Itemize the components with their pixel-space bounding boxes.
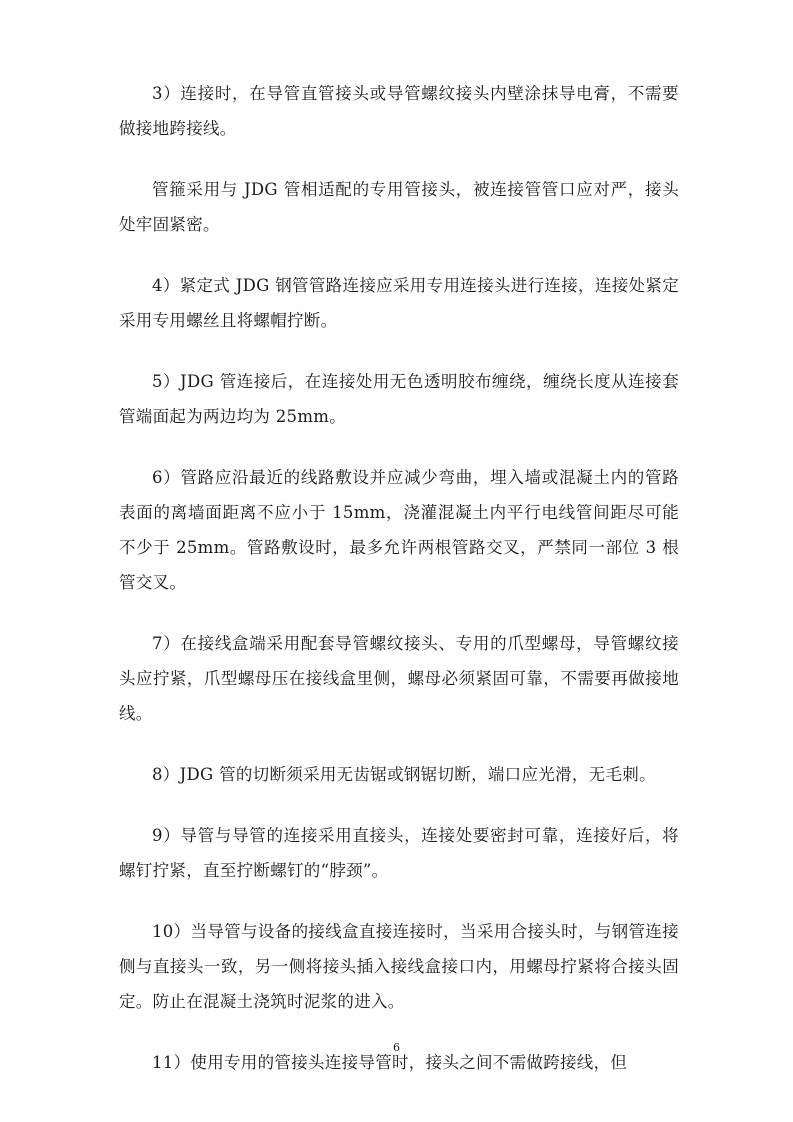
paragraph-item-6: 6）管路应沿最近的线路敷设并应减少弯曲，埋入墙或混凝土内的管路表面的离墙面距离不应小于 15mm，浇灌混凝土内平行电线管间距尽可能不少于 25mm。管路敷设时，最多允许两根管路交叉，严禁同一部位 3 根管交叉。: [119, 468, 679, 592]
paragraph-item-8: 8）JDG 管的切断须采用无齿锯或钢锯切断，端口应光滑，无毛刺。: [152, 765, 656, 784]
paragraph-item-10: 10）当导管与设备的接线盒直接连接时，当采用合接头时，与钢管连接侧与直接头一致，另一侧将接头插入接线盒接口内，用螺母拧紧将合接头固定。防止在混凝土浇筑时泥浆的进入。: [119, 922, 679, 1011]
paragraph-item-4: 4）紧定式 JDG 钢管管路连接应采用专用连接头进行连接，连接处紧定采用专用螺丝且将螺帽拧断。: [119, 276, 679, 330]
paragraph-item-11: 11）使用专用的管接头连接导管时，接头之间不需做跨接线，但: [152, 1053, 628, 1072]
paragraph-pipe-coupling: 管箍采用与 JDG 管相适配的专用管接头，被连接管管口应对严，接头处牢固紧密。: [119, 180, 679, 234]
paragraph-item-9: 9）导管与导管的连接采用直接头，连接处要密封可靠，连接好后，将螺钉拧紧，直至拧断螺钉的“脖颈”。: [119, 826, 679, 880]
paragraph-item-3: 3）连接时，在导管直管接头或导管螺纹接头内壁涂抹导电膏，不需要做接地跨接线。: [119, 84, 679, 138]
paragraph-item-5: 5）JDG 管连接后，在连接处用无色透明胶布缠绕，缠绕长度从连接套管端面起为两边均为 25mm。: [119, 372, 679, 426]
page-body: [119, 76, 679, 1106]
paragraph-item-7: 7）在接线盒端采用配套导管螺纹接头、专用的爪型螺母，导管螺纹接头应拧紧，爪型螺母压在接线盒里侧，螺母必须紧固可靠，不需要再做接地线。: [119, 634, 679, 723]
page-number: 6: [393, 1041, 400, 1054]
